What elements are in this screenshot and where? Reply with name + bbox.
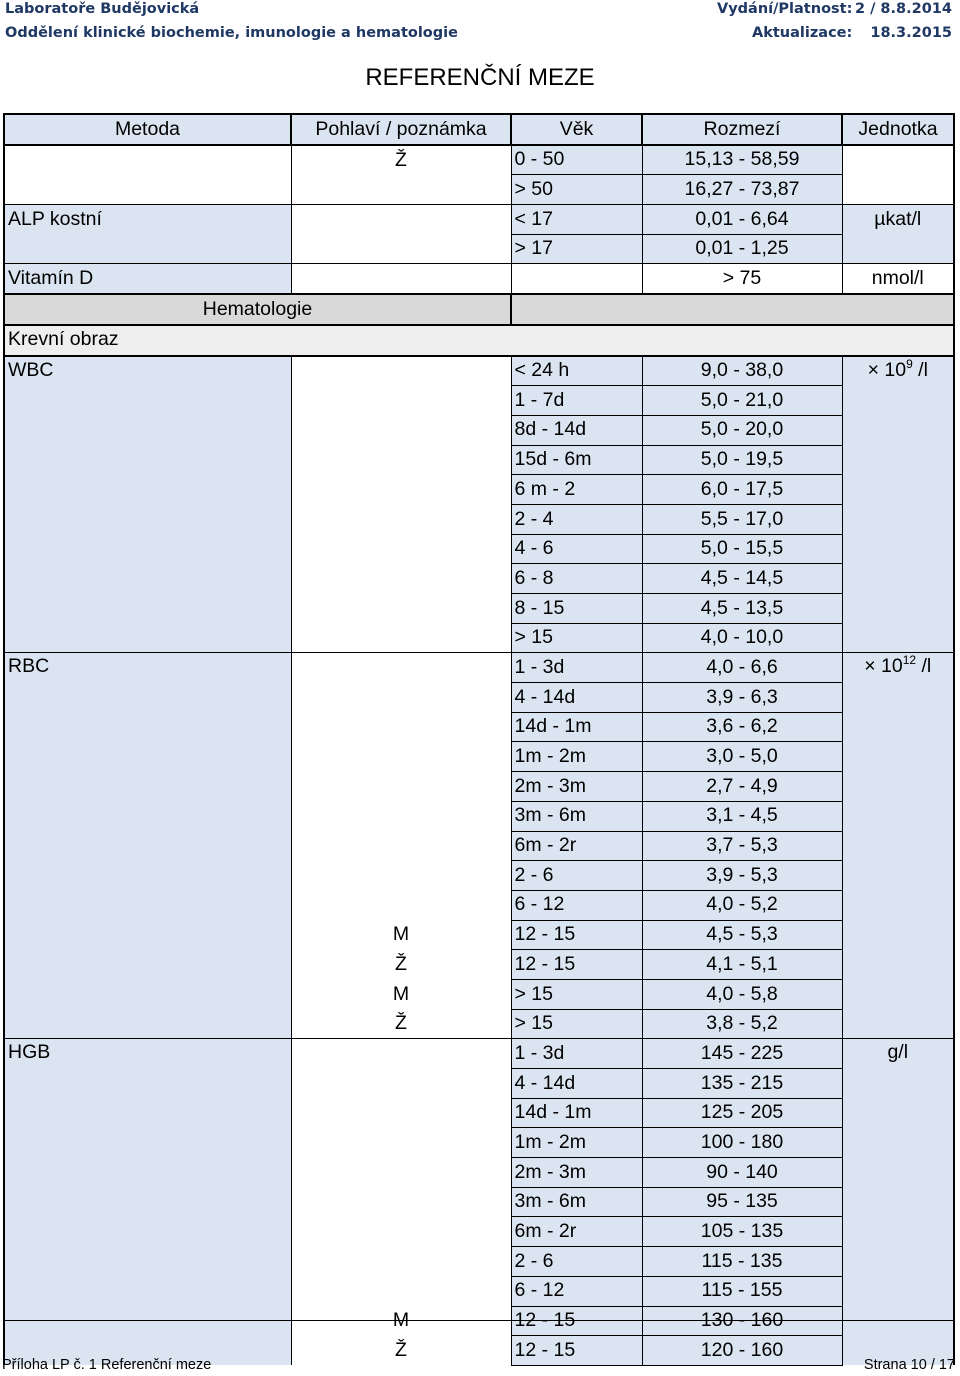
unit-suffix: /l: [916, 655, 932, 678]
age-cell: 6m - 2r: [511, 1217, 642, 1247]
range-cell: 16,27 - 73,87: [642, 175, 842, 205]
unit-base: × 10: [864, 655, 903, 678]
range-cell: 9,0 - 38,0: [642, 356, 842, 386]
unit-cell: [842, 145, 954, 175]
age-cell: > 50: [511, 175, 642, 205]
unit-cell: [842, 175, 954, 205]
unit-cell: nmol/l: [842, 264, 954, 294]
metoda-cell: RBC: [4, 653, 291, 1039]
range-cell: 105 - 135: [642, 1217, 842, 1247]
sex-cell: Ž: [291, 1336, 511, 1366]
sex-cell: [291, 386, 511, 416]
age-cell: 1m - 2m: [511, 742, 642, 772]
age-cell: 6 - 8: [511, 564, 642, 594]
sex-cell: [291, 890, 511, 920]
table-row: [4, 356, 954, 386]
range-cell: 120 - 160: [642, 1336, 842, 1366]
section-heading-fill: [511, 294, 954, 325]
sex-cell: [291, 1247, 511, 1277]
age-cell: < 17: [511, 205, 642, 235]
age-cell: 6 - 12: [511, 890, 642, 920]
age-cell: 2 - 6: [511, 1247, 642, 1277]
metoda-cell: [4, 234, 291, 264]
unit-exponent: 12: [902, 653, 917, 668]
range-cell: 3,7 - 5,3: [642, 831, 842, 861]
range-cell: 3,9 - 5,3: [642, 861, 842, 891]
sex-cell: [291, 683, 511, 713]
range-cell: 100 - 180: [642, 1128, 842, 1158]
sex-cell: Ž: [291, 1009, 511, 1039]
unit-exponent: 9: [906, 356, 913, 371]
metoda-cell: [4, 145, 291, 175]
range-cell: 4,0 - 10,0: [642, 623, 842, 653]
unit-cell: [842, 234, 954, 264]
version-value: 2 / 8.8.2014: [854, 1, 952, 17]
sex-cell: M: [291, 1306, 511, 1336]
sex-cell: [291, 475, 511, 505]
range-cell: 6,0 - 17,5: [642, 475, 842, 505]
age-cell: 4 - 14d: [511, 1069, 642, 1099]
sex-cell: [291, 1039, 511, 1069]
sex-cell: [291, 356, 511, 386]
metoda-cell: Vitamín D: [4, 264, 291, 294]
metoda-cell: WBC: [4, 356, 291, 653]
age-cell: 6 m - 2: [511, 475, 642, 505]
sex-cell: [291, 1158, 511, 1188]
range-cell: 4,5 - 14,5: [642, 564, 842, 594]
subsection-row: [4, 325, 954, 356]
sex-cell: [291, 205, 511, 264]
unit-suffix: /l: [912, 358, 928, 381]
range-cell: 15,13 - 58,59: [642, 145, 842, 175]
range-cell: 5,0 - 21,0: [642, 386, 842, 416]
range-cell: 4,1 - 5,1: [642, 950, 842, 980]
age-cell: 1 - 3d: [511, 653, 642, 683]
range-cell: 3,9 - 6,3: [642, 683, 842, 713]
range-cell: 5,0 - 20,0: [642, 415, 842, 445]
column-header-metoda: Metoda: [4, 114, 291, 145]
metoda-cell: ALP kostní: [4, 205, 291, 235]
unit-cell: [842, 356, 954, 653]
age-cell: 2m - 3m: [511, 772, 642, 802]
age-cell: 8 - 15: [511, 594, 642, 624]
age-cell: > 15: [511, 623, 642, 653]
update-label: Aktualizace:: [752, 25, 853, 41]
sex-cell: Ž: [291, 950, 511, 980]
age-cell: [511, 264, 642, 294]
age-cell: 12 - 15: [511, 1306, 642, 1336]
age-cell: > 15: [511, 1009, 642, 1039]
age-cell: 1 - 3d: [511, 1039, 642, 1069]
sex-cell: [291, 564, 511, 594]
range-cell: 90 - 140: [642, 1158, 842, 1188]
range-cell: 125 - 205: [642, 1098, 842, 1128]
age-cell: 2m - 3m: [511, 1158, 642, 1188]
age-cell: 14d - 1m: [511, 1098, 642, 1128]
sex-cell: [291, 861, 511, 891]
sex-cell: [291, 504, 511, 534]
range-cell: 4,5 - 13,5: [642, 594, 842, 624]
sex-cell: [291, 175, 511, 205]
footer-right: Strana 10 / 17: [863, 1357, 955, 1373]
range-cell: 95 - 135: [642, 1187, 842, 1217]
age-cell: 0 - 50: [511, 145, 642, 175]
unit-cell: g/l: [842, 1039, 954, 1366]
range-cell: 135 - 215: [642, 1069, 842, 1099]
sex-cell: [291, 594, 511, 624]
table-row: [4, 653, 954, 683]
age-cell: 3m - 6m: [511, 1187, 642, 1217]
range-cell: 0,01 - 1,25: [642, 234, 842, 264]
sex-cell: [291, 1187, 511, 1217]
sex-cell: M: [291, 920, 511, 950]
unit-cell: µkat/l: [842, 205, 954, 235]
sex-cell: [291, 831, 511, 861]
range-cell: 130 - 160: [642, 1306, 842, 1336]
sex-cell: Ž: [291, 145, 511, 175]
age-cell: 1m - 2m: [511, 1128, 642, 1158]
age-cell: 12 - 15: [511, 950, 642, 980]
update-value: 18.3.2015: [870, 25, 952, 41]
unit-base: × 10: [867, 358, 907, 381]
sex-cell: [291, 1098, 511, 1128]
age-cell: 8d - 14d: [511, 415, 642, 445]
column-header-vek: Věk: [511, 114, 642, 145]
page-bottom-line: [3, 1320, 953, 1321]
sex-cell: [291, 1217, 511, 1247]
table-row: [4, 145, 954, 175]
age-cell: < 24 h: [511, 356, 642, 386]
subsection-heading: Krevní obraz: [4, 325, 954, 356]
sex-cell: [291, 1276, 511, 1306]
version-label: Vydání/Platnost:: [717, 1, 853, 17]
reference-table: [3, 113, 955, 1366]
age-cell: 12 - 15: [511, 1336, 642, 1366]
range-cell: 4,0 - 6,6: [642, 653, 842, 683]
range-cell: 115 - 135: [642, 1247, 842, 1277]
age-cell: 1 - 7d: [511, 386, 642, 416]
sex-cell: [291, 415, 511, 445]
range-cell: 3,0 - 5,0: [642, 742, 842, 772]
column-header-jednotka: Jednotka: [842, 114, 954, 145]
age-cell: 6 - 12: [511, 1276, 642, 1306]
sex-cell: [291, 1128, 511, 1158]
age-cell: > 15: [511, 979, 642, 1009]
age-cell: 14d - 1m: [511, 712, 642, 742]
sex-cell: [291, 742, 511, 772]
age-cell: 12 - 15: [511, 920, 642, 950]
column-header-pohlavi: Pohlaví / poznámka: [291, 114, 511, 145]
section-row: [4, 294, 954, 325]
age-cell: 6m - 2r: [511, 831, 642, 861]
range-cell: 2,7 - 4,9: [642, 772, 842, 802]
unit-cell: [842, 653, 954, 1039]
table-row: [4, 264, 954, 294]
range-cell: 3,1 - 4,5: [642, 801, 842, 831]
range-cell: 5,0 - 15,5: [642, 534, 842, 564]
table-row: [4, 1039, 954, 1069]
sex-cell: [291, 264, 511, 294]
metoda-cell: HGB: [4, 1039, 291, 1366]
sex-cell: [291, 772, 511, 802]
range-cell: 4,5 - 5,3: [642, 920, 842, 950]
table-row: [4, 175, 954, 205]
footer-left: Příloha LP č. 1 Referenční meze: [2, 1357, 212, 1373]
age-cell: 2 - 4: [511, 504, 642, 534]
age-cell: 15d - 6m: [511, 445, 642, 475]
sex-cell: [291, 534, 511, 564]
sex-cell: [291, 801, 511, 831]
range-cell: 4,0 - 5,2: [642, 890, 842, 920]
range-cell: 115 - 155: [642, 1276, 842, 1306]
sex-cell: [291, 712, 511, 742]
age-cell: 4 - 6: [511, 534, 642, 564]
range-cell: > 75: [642, 264, 842, 294]
range-cell: 3,8 - 5,2: [642, 1009, 842, 1039]
lab-name: Laboratoře Budějovická: [5, 1, 200, 17]
column-header-rozmezi: Rozmezí: [642, 114, 842, 145]
sex-cell: [291, 1069, 511, 1099]
table-header-row: [4, 114, 954, 145]
range-cell: 145 - 225: [642, 1039, 842, 1069]
section-heading: Hematologie: [4, 294, 511, 325]
range-cell: 5,0 - 19,5: [642, 445, 842, 475]
sex-cell: M: [291, 979, 511, 1009]
sex-cell: [291, 653, 511, 683]
table-row: [4, 205, 954, 235]
department-name: Oddělení klinické biochemie, imunologie a hematologie: [5, 25, 458, 41]
page-title: REFERENČNÍ MEZE: [365, 64, 595, 91]
age-cell: 4 - 14d: [511, 683, 642, 713]
metoda-cell: [4, 175, 291, 205]
age-cell: 2 - 6: [511, 861, 642, 891]
range-cell: 0,01 - 6,64: [642, 205, 842, 235]
range-cell: 4,0 - 5,8: [642, 979, 842, 1009]
sex-cell: [291, 445, 511, 475]
range-cell: 3,6 - 6,2: [642, 712, 842, 742]
age-cell: > 17: [511, 234, 642, 264]
range-cell: 5,5 - 17,0: [642, 504, 842, 534]
age-cell: 3m - 6m: [511, 801, 642, 831]
sex-cell: [291, 623, 511, 653]
